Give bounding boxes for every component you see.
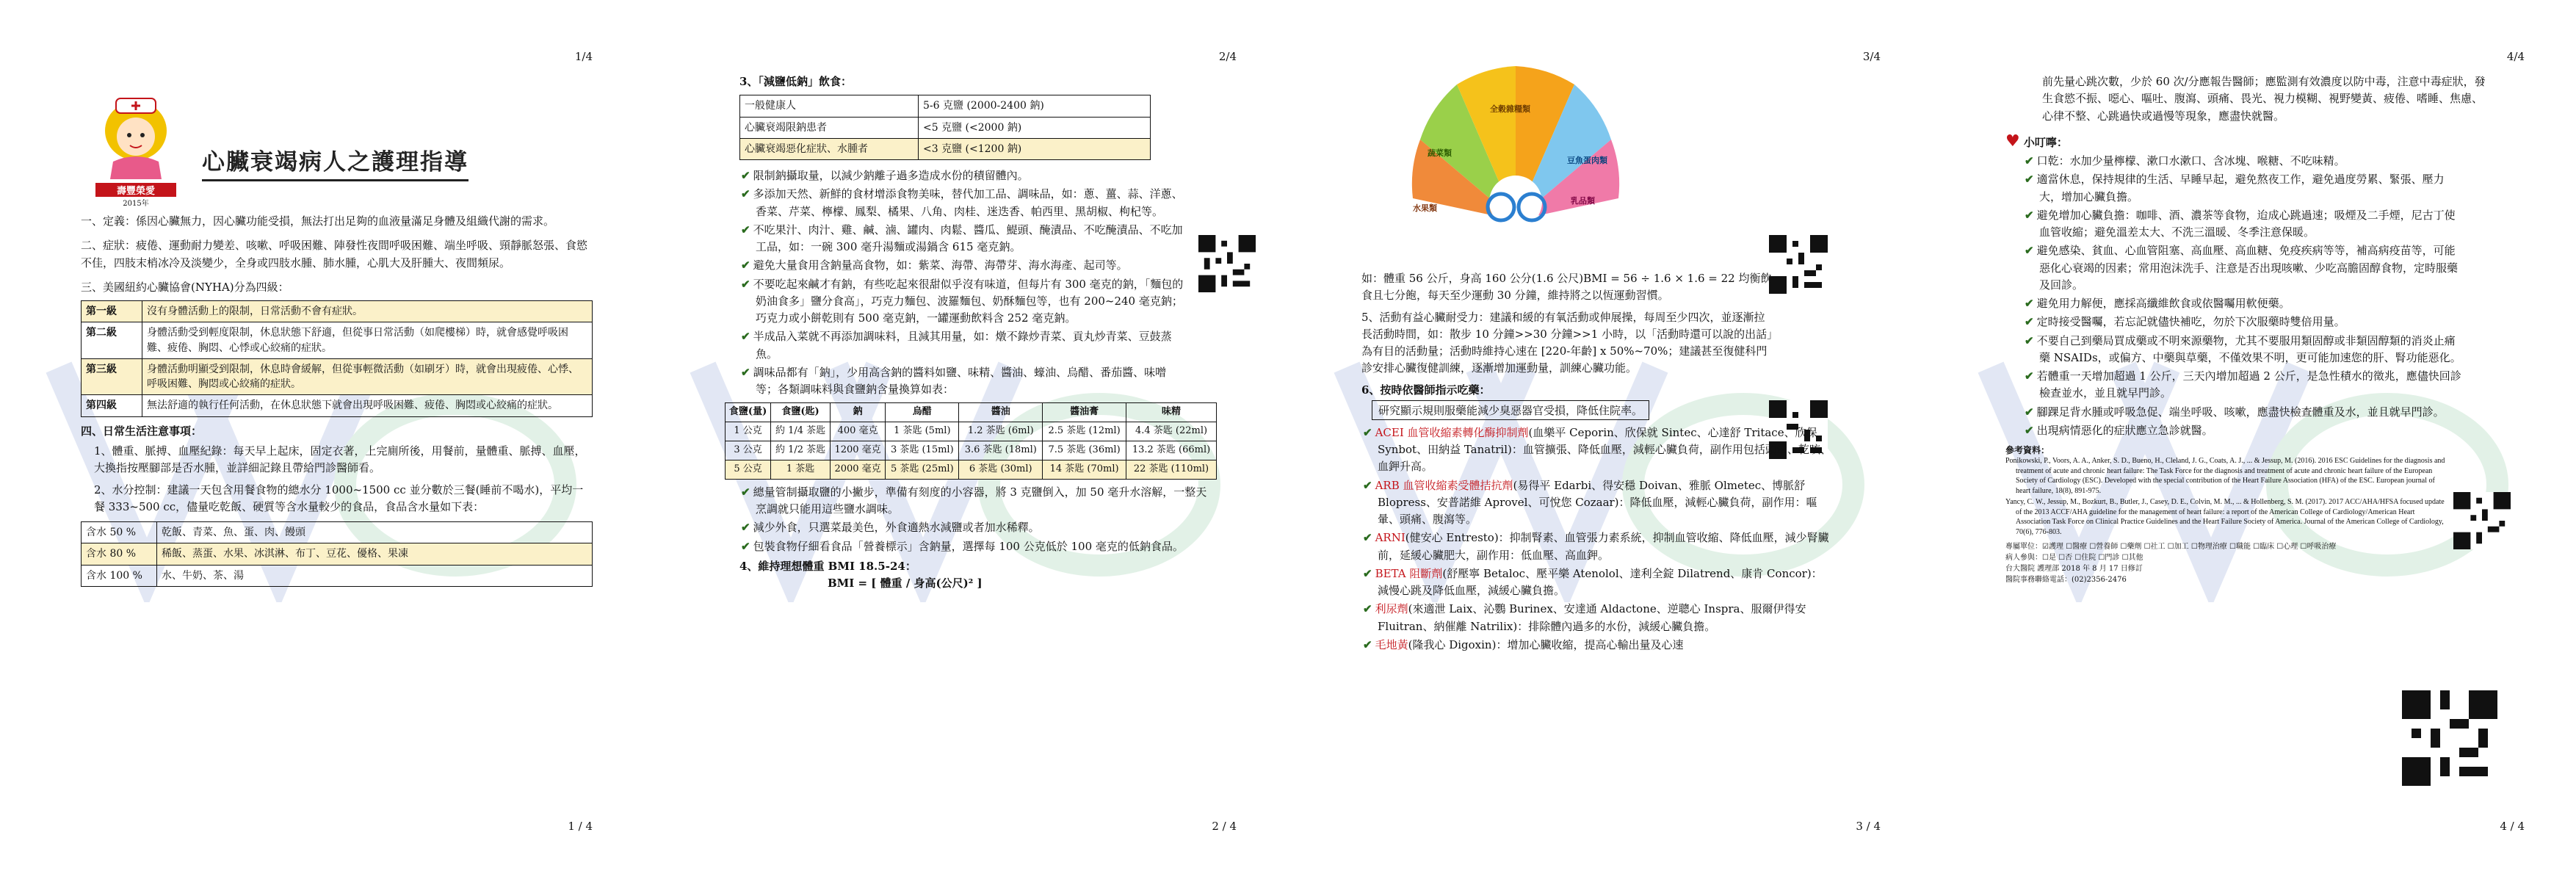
drug-name: ACEI 血管收縮素轉化酶抑制劑 [1375, 425, 1529, 439]
check-icon: ✔ [2025, 244, 2034, 258]
column-header: 醬油 [959, 403, 1043, 422]
nyha-description: 沒有身體活動上的限制，日常活動不會有症狀。 [142, 301, 593, 322]
drug-description: (易得平 Edarbi、得安穩 Doivan、雅脈 Olmetec、博脈舒 Blopress、安普諾維 Aprovel、可悅您 Cozaar)：降低血壓，減輕心臟負荷，副作用：嘔暈、頭痛、腹瀉等。 [1378, 478, 1817, 526]
page-number-bottom: 1 / 4 [568, 820, 593, 833]
sodium-conversion-table [725, 402, 1217, 479]
check-icon: ✔ [741, 277, 750, 291]
tip-text: 不要吃起來鹹才有鈉，有些吃起來很甜似乎沒有味道，但每片有 300 毫克的鈉，「麵包的奶油食多」鹽分食高」，巧克力麵包、波羅麵包、奶酥麵包等，也有 200~240 毫克鈉；巧克力或小餅乾則有 500 毫克鈉，一罐運動飲料含 252 毫克鈉。 [753, 277, 1184, 325]
page-number-bottom: 3 / 4 [1856, 820, 1881, 833]
table-row [82, 565, 593, 586]
tip-text: 半成品入菜就不再添加調味料，且減其用量，如：燉不錄炒青菜、貢丸炒青菜、豆鼓蒸魚。 [753, 330, 1172, 361]
check-icon: ✔ [2025, 208, 2034, 222]
nyha-description: 身體活動受到輕度限制，休息狀態下舒適，但從事日常活動（如爬樓梯）時，就會感覺呼吸困難、疲倦、胸悶、心悸或心絞痛的症狀。 [142, 322, 593, 359]
tip-text: 多添加天然、新鮮的食材增添食物美味，替代加工品、調味品，如：蔥、薑、蒜、洋蔥、香菜、芹菜、檸檬、鳳梨、橘果、八角、肉桂、迷迭香、帕西里、黑胡椒、枸杞等。 [753, 187, 1183, 218]
tip-text: 包裝食物仔細看食品「營養標示」含鈉量，選擇每 100 公克低於 100 毫克的低鈉食品。 [753, 539, 1184, 553]
check-icon: ✔ [741, 485, 750, 499]
check-icon: ✔ [1363, 425, 1372, 439]
table-cell: 1200 毫克 [830, 441, 885, 460]
table-cell: 7.5 茶匙 (36ml) [1043, 441, 1126, 460]
list-item [2023, 171, 2464, 206]
water-content-table [81, 521, 593, 587]
check-icon: ✔ [741, 259, 750, 272]
table-row [740, 95, 1151, 117]
table-row [82, 395, 593, 416]
bmi-heading: 4、維持理想體重 BMI 18.5-24： [739, 559, 916, 573]
table-row [82, 301, 593, 322]
table-header-row [726, 403, 1217, 422]
tip-text: 腳踝足背水腫或呼吸急促、端坐呼吸、咳嗽，應盡快檢查體重及水，並且就早門診。 [2036, 405, 2445, 419]
check-icon: ✔ [741, 539, 750, 553]
drug-name: ARB 血管收縮素受體拮抗劑 [1375, 478, 1513, 492]
sodium-tips-list [739, 167, 1187, 398]
list-item [1361, 637, 1831, 654]
salt-limit: <3 克鹽 (<1200 鈉) [919, 138, 1151, 159]
digoxin-note: 前先量心跳次數，少於 60 次/分應報告醫師；應監測有效濃度以防中毒，注意中毒症狀，發生食慾不振、噁心、嘔吐、腹瀉、頭痛、畏光、視力模糊、視野變黃、疲倦、嗜睡、焦慮、心律不整、心跳過快或過慢等現象，應盡快就醫。 [2042, 75, 2486, 123]
water-percent: 含水 50 % [82, 522, 157, 543]
check-icon: ✔ [1363, 637, 1372, 651]
check-icon: ✔ [741, 330, 750, 344]
medication-notice-box: 研究顯示規則服藥能減少臭惡器官受損，降低住院率。 [1372, 400, 1649, 420]
activity-section: 5、活動有益心臟耐受力：建議和緩的有氧活動或伸展操，每周至少四次，並逐漸拉長活動時間，如：散步 10 分鐘>>30 分鐘>>1 小時，以「活動時還可以說的出話」為有目的活動量；活動時維持心速在 [220-年齡] x 50%~70%；建議甚至復健科門診安排心臟復健訓練，逐漸增加運動量，訓練心臟功能。 [1361, 310, 1773, 375]
tip-text: 定時接受醫囑，若忘記就儘快補吃，勿於下次服藥時雙倍用量。 [2036, 315, 2345, 329]
table-row [740, 138, 1151, 159]
check-icon: ✔ [2025, 333, 2034, 347]
check-icon: ✔ [2025, 173, 2034, 187]
wheel-label-protein: 豆魚蛋肉類 [1567, 156, 1607, 165]
table-cell: 5 茶匙 (25ml) [886, 460, 959, 479]
table-cell: 1 茶匙 (5ml) [886, 422, 959, 441]
document-meta: 病人參與：☐是 ☐否 ☐住院 ☐門診 ☐其他 [2005, 554, 2143, 562]
document-meta: 台大醫院 護理部 2018 年 8 月 17 日修訂 [2005, 565, 2143, 573]
table-cell: 13.2 茶匙 (66ml) [1126, 441, 1217, 460]
drug-description: (健安心 Entresto)：抑制腎素、血管張力素系統，抑制血管收縮、降低血壓，減少腎臟前，延緩心臟肥大，副作用：低血壓、高血鉀。 [1378, 531, 1829, 562]
check-icon: ✔ [2025, 423, 2034, 437]
list-item [1361, 424, 1831, 476]
table-cell: 6 茶匙 (30ml) [959, 460, 1043, 479]
salt-limit: <5 克鹽 (<2000 鈉) [919, 117, 1151, 138]
drug-list [1361, 424, 1831, 654]
list-item [739, 276, 1187, 328]
salt-control-list [739, 484, 1209, 555]
check-icon: ✔ [1363, 566, 1372, 580]
nyha-heading: 三、美國紐約心臟協會(NYHA)分為四級： [81, 280, 289, 294]
fluid-control-item: 2、水分控制：建議一天包含用餐食物的總水分 1000~1500 cc 並分數於三餐(睡前不喝水)，平均一餐 333~500 cc，儘量吃乾飯、硬質等含水量較少的食品，食品含水量如下表： [94, 483, 584, 513]
check-icon: ✔ [2025, 315, 2034, 329]
table-cell: 14 茶匙 (70ml) [1043, 460, 1126, 479]
drug-description: (舒壓寧 Betaloc、壓平樂 Atenolol、達利全錠 Dilatrend、康肯 Concor)：減慢心跳及降低血壓，減緩心臟負擔。 [1378, 566, 1823, 597]
check-icon: ✔ [1363, 531, 1372, 545]
reference-entry: Yancy, C. W., Jessup, M., Bozkurt, B., Butler, J., Casey, D. E., Colvin, M. M., ... & Hollenberg, S. M. (2017). 2017 ACC/AHA/HFSA focused update of the 2013 ACCF/AHA guideline for the management of heart failure: a report of the American College of Cardiology/American Heart Association Task Force on Clinical Practice Guidelines and the Heart Failure Society of America. Journal of the American College of Cardiology, 70(6), 776-803. [2005, 498, 2445, 536]
table-row [82, 522, 593, 543]
drug-name: BETA 阻斷劑 [1375, 566, 1443, 580]
column-header: 味精 [1126, 403, 1217, 422]
tip-text: 調味品都有「鈉」，少用高含鈉的醬料如鹽、味精、醬油、蠔油、烏醋、番茄醬、味噌等；各類調味料與食鹽鈉含量換算如表： [753, 365, 1167, 397]
salt-group: 心臟衰竭限鈉患者 [740, 117, 919, 138]
drug-description: (血樂平 Ceporin、欣保就 Sintec、心達舒 Tritace、欣保 Synbot、田納益 Tanatril)：血管擴張、降低血壓，減輕心臟負荷，副作用包括頭暈、乾咳、血鉀升高。 [1378, 425, 1831, 474]
list-item [2023, 368, 2464, 402]
table-cell: 2000 毫克 [830, 460, 885, 479]
tip-text: 適當休息，保持規律的生活、早睡早起，避免熬夜工作，避免過度勞累、緊張、壓力大，增加心臟負擔。 [2036, 173, 2445, 203]
list-item [2023, 153, 2464, 170]
page-4 [1932, 0, 2576, 896]
page-number-top: 3/4 [1862, 50, 1881, 63]
page-number-bottom: 4 / 4 [2500, 820, 2525, 833]
check-icon: ✔ [2025, 405, 2034, 419]
list-item [2023, 333, 2464, 367]
water-percent: 含水 80 % [82, 543, 157, 565]
tip-text: 限制鈉攝取量，以減少鈉離子過多造成水份的積留體內。 [753, 169, 1029, 183]
list-item [739, 519, 1209, 536]
table-cell: 1 公克 [726, 422, 771, 441]
logo-caption: 壽豐榮愛 [95, 183, 176, 197]
nyha-grade: 第二級 [82, 322, 142, 359]
check-icon: ✔ [2025, 297, 2034, 310]
check-icon: ✔ [741, 223, 750, 236]
column-header: 鈉 [830, 403, 885, 422]
medication-heading: 6、按時依醫師指示吃藥： [1361, 383, 1491, 397]
water-foods: 稀飯、蒸蛋、水果、冰淇淋、布丁、豆花、優格、果凍 [157, 543, 593, 565]
table-cell: 約 1/2 茶匙 [771, 441, 831, 460]
list-item [739, 364, 1187, 399]
tips-title: 小叮嚀： [2023, 135, 2068, 149]
low-sodium-heading: 3、「減鹽低鈉」飲食： [739, 75, 852, 88]
nyha-grade: 第四級 [82, 395, 142, 416]
table-row [82, 322, 593, 359]
table-cell: 1.2 茶匙 (6ml) [959, 422, 1043, 441]
check-icon: ✔ [2025, 369, 2034, 383]
tip-text: 不吃果汁、肉汁、雞、鹹、滷、罐肉、肉鬆、醬瓜、鯷頭、醃漬品、不吃醃漬品、不吃加工品，如：一碗 300 毫升湯麵或湯鍋含 615 毫克鈉。 [753, 223, 1183, 254]
check-icon: ✔ [1363, 478, 1372, 492]
tip-text: 避免大量食用含鈉量高食物，如：紫菜、海帶、海帶芽、海水海產、起司等。 [753, 259, 1128, 272]
bmi-example: 如：體重 56 公斤，身高 160 公分(1.6 公尺)BMI = 56 ÷ 1.6 × 1.6 = 22 均衡飲食且七分飽，每天至少運動 30 分鐘，維持將之以恆運動習慣。 [1361, 272, 1772, 303]
drug-name: 利尿劑 [1375, 602, 1408, 616]
qr-code-icon [1198, 235, 1256, 292]
column-header: 食鹽(匙) [771, 403, 831, 422]
list-item [2023, 295, 2464, 312]
list-item [2023, 242, 2464, 294]
page-2 [644, 0, 1288, 896]
definition-section: 一、定義：係因心臟無力，因心臟功能受損，無法打出足夠的血液量滿足身體及組織代謝的需求。 [81, 214, 555, 228]
daily-life-heading: 四、日常生活注意事項： [81, 424, 203, 438]
bmi-formula: BMI = [ 體重 / 身高(公尺)² ] [828, 577, 983, 590]
list-item [739, 222, 1187, 256]
drug-name: ARNI [1375, 531, 1405, 545]
table-row [82, 543, 593, 565]
list-item [2023, 207, 2464, 242]
list-item [1361, 477, 1831, 529]
table-row [82, 358, 593, 395]
drug-name: 毛地黃 [1375, 637, 1408, 651]
wheel-label-grains: 全穀雜糧類 [1490, 104, 1530, 114]
heart-icon: ♥ [2005, 131, 2020, 151]
column-header: 食鹽(量) [726, 403, 771, 422]
column-header: 醬油膏 [1043, 403, 1126, 422]
salt-group: 一般健康人 [740, 95, 919, 117]
check-icon: ✔ [2025, 154, 2034, 167]
table-cell: 3 茶匙 (15ml) [886, 441, 959, 460]
tip-text: 口乾：水加少量檸檬、漱口水漱口、含冰塊、喉糖、不吃味精。 [2036, 154, 2345, 167]
symptoms-section: 二、症狀：疲倦、運動耐力變差、咳嗽、呼吸困難、陣發性夜間呼吸困難、端坐呼吸、頸靜脈怒張、食慾不佳，四肢末梢冰冷及淡變少，全身或四肢水腫、肺水腫，心肌大及肝腫大、夜間頻尿。 [81, 239, 588, 270]
list-item [739, 257, 1187, 274]
column-header: 烏醋 [886, 403, 959, 422]
drug-description: (隆我心 Digoxin)：增加心臟收縮，提高心輸出量及心速 [1408, 637, 1684, 651]
water-foods: 乾飯、青菜、魚、蛋、肉、饅頭 [157, 522, 593, 543]
table-row [726, 441, 1217, 460]
wheel-label-dairy: 乳品類 [1571, 196, 1595, 206]
salt-group: 心臟衰竭惡化症狀、水腫者 [740, 138, 919, 159]
table-cell: 400 毫克 [830, 422, 885, 441]
table-cell: 5 公克 [726, 460, 771, 479]
nyha-grade: 第一級 [82, 301, 142, 322]
list-item [739, 328, 1187, 363]
references-title: 參考資料： [2005, 445, 2050, 455]
qr-code-icon [2402, 690, 2497, 786]
list-item [1361, 530, 1831, 564]
check-icon: ✔ [1363, 602, 1372, 616]
document-title: 心臟衰竭病人之護理指導 [202, 143, 468, 181]
page-3 [1288, 0, 1932, 896]
tip-text: 避免增加心臟負擔：咖啡、酒、濃茶等食物，迨成心跳過速；吸煙及二手煙，尼古丁使血管收縮；避免溫差太大、不洗三溫暖、冬季注意保暖。 [2036, 208, 2456, 239]
nyha-description: 身體活動明顯受到限制，休息時會緩解，但從事輕微活動（如刷牙）時，就會出現疲倦、心悸、呼吸困難、胸悶或心絞痛的症狀。 [142, 358, 593, 395]
table-cell: 2.5 茶匙 (12ml) [1043, 422, 1126, 441]
list-item [1361, 566, 1831, 600]
table-cell: 4.4 茶匙 (22ml) [1126, 422, 1217, 441]
table-row [740, 117, 1151, 138]
table-row [726, 422, 1217, 441]
tip-text: 若體重一天增加超過 1 公斤，三天內增加超過 2 公斤，是急性積水的徵兆，應儘快回診檢查並水，並且就早門診。 [2036, 369, 2461, 400]
tip-text: 避免感染、貧血、心血管阻塞、高血壓、高血糖、免疫疾病等等，補高病疫苗等，可能惡化心衰竭的因素；常用泡沫洗手、注意是否出現咳嗽、少吃高膽固醇食物，定時服藥及回診。 [2036, 244, 2459, 292]
wheel-label-fruit: 水果類 [1413, 203, 1437, 213]
vitals-record-item: 1、體重、脈搏、血壓紀錄：每天早上起床，固定衣著，上完廁所後，用餐前，量體重、脈搏、血壓，大換指按壓腳部是否水腫，並詳細記錄且帶給門診醫師看。 [94, 444, 586, 475]
logo-year: 2015年 [123, 200, 149, 208]
tip-text: 避免用力解便，應採高纖維飲食或依醫囑用軟便藥。 [2036, 297, 2290, 310]
check-icon: ✔ [741, 521, 750, 535]
hospital-logo [95, 88, 176, 208]
drug-description: (來適泄 Laix、沁鸚 Burinex、安達通 Aldactone、逆聰心 Inspra、服爾伊得安 Fluitran、納催離 Natrilix)：排除體內過多的水份，減緩心臟負擔。 [1378, 602, 1806, 633]
list-item [739, 538, 1209, 555]
list-item [2023, 422, 2464, 439]
table-cell: 3 公克 [726, 441, 771, 460]
reference-entry: Ponikowski, P., Voors, A. A., Anker, S. D., Bueno, H., Cleland, J. G., Coats, A. J., ... & Jessup, M. (2016). 2016 ESC Guidelines for the diagnosis and treatment of acute and chronic heart failure: The Task Force for the diagnosis and treatment of acute and chronic heart failure of the European Society of Cardiology (ESC). Developed with the special contribution of the Heart Failure Association (HFA) of the ESC. European journal of heart failure, 18(8), 891-975. [2005, 457, 2445, 495]
nyha-description: 無法舒適的執行任何活動，在休息狀態下就會出現呼吸困難、疲倦、胸悶或心絞痛的症狀。 [142, 395, 593, 416]
nyha-grade: 第三級 [82, 358, 142, 395]
salt-limit: 5-6 克鹽 (2000-2400 鈉) [919, 95, 1151, 117]
wheel-label-vegetable: 蔬菜類 [1428, 148, 1452, 158]
tip-text: 不要自己到藥局買成藥或不明來源藥物，尤其不要服用類固醇或非類固醇類的消炎止痛藥 NSAIDs，或偏方、中藥與草藥，不僅效果不明，更可能加速您的肝、腎功能惡化。 [2036, 333, 2461, 364]
tips-heading [2005, 132, 2525, 151]
tip-text: 減少外食，只選菜最美色，外食適熱水減鹽或者加水稀釋。 [753, 521, 1040, 535]
water-foods: 水、牛奶、茶、湯 [157, 565, 593, 586]
tip-text: 總量管制攝取鹽的小撇步，準備有刻度的小容器，將 3 克鹽倒入，加 50 毫升水溶解，一整天烹調就只能用這些鹽水調味。 [753, 485, 1207, 516]
water-percent: 含水 100 % [82, 565, 157, 586]
document-meta: 專屬單位：☑護理 ☐醫療 ☐營養師 ☐藥劑 ☐社工 ☐加工 ☐物理治療 ☐職能 ☐臨床 ☐心理 ☐呼吸治療 [2005, 543, 2337, 551]
list-item [739, 167, 1187, 184]
salt-limit-table [739, 95, 1151, 160]
page-number-top: 1/4 [574, 50, 593, 63]
page-number-bottom: 2 / 4 [1212, 820, 1237, 833]
list-item [739, 484, 1209, 519]
table-cell: 約 1/4 茶匙 [771, 422, 831, 441]
check-icon: ✔ [741, 169, 750, 183]
table-row [726, 460, 1217, 479]
document-meta: 醫院事務聯絡電話：(02)2356-2476 [2005, 576, 2127, 584]
nyha-table [81, 300, 593, 417]
tip-text: 出現病情惡化的症狀應立急診就醫。 [2036, 423, 2213, 437]
tips-list [2005, 153, 2464, 439]
list-item [739, 186, 1187, 220]
check-icon: ✔ [741, 187, 750, 201]
table-cell: 1 茶匙 [771, 460, 831, 479]
page-number-top: 2/4 [1218, 50, 1237, 63]
list-item [1361, 601, 1831, 635]
references-section [2005, 444, 2446, 584]
table-cell: 3.6 茶匙 (18ml) [959, 441, 1043, 460]
check-icon: ✔ [741, 365, 750, 379]
list-item [2023, 404, 2464, 421]
qr-code-icon [2453, 492, 2511, 549]
nurse-mascot-icon [95, 88, 176, 180]
page-1 [0, 0, 644, 896]
table-cell: 22 茶匙 (110ml) [1126, 460, 1217, 479]
page-number-top: 4/4 [2506, 50, 2525, 63]
list-item [2023, 314, 2464, 330]
